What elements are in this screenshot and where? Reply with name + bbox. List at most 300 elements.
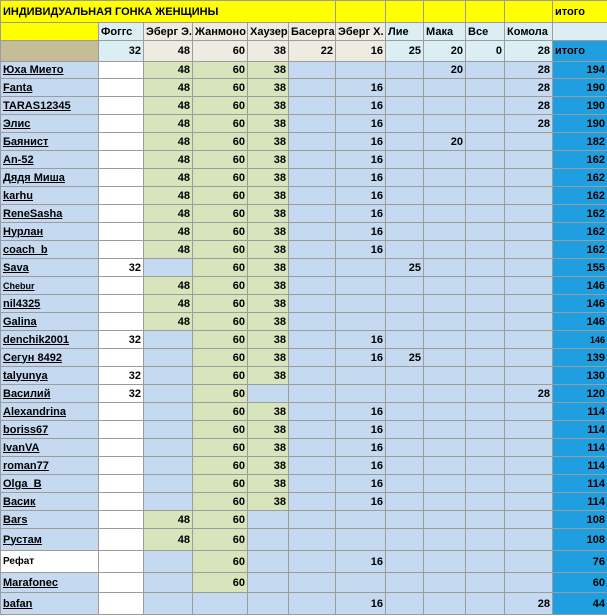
score-cell[interactable] bbox=[466, 79, 505, 97]
participant-name[interactable]: IvanVA bbox=[1, 439, 99, 457]
score-cell[interactable] bbox=[386, 493, 424, 511]
cell[interactable] bbox=[1, 41, 99, 62]
score-cell[interactable] bbox=[424, 241, 466, 259]
score-cell[interactable]: 60 bbox=[193, 223, 248, 241]
score-cell[interactable] bbox=[505, 277, 553, 295]
score-cell[interactable]: 16 bbox=[336, 475, 386, 493]
score-cell[interactable] bbox=[144, 331, 193, 349]
score-cell[interactable] bbox=[466, 205, 505, 223]
score-cell[interactable] bbox=[466, 241, 505, 259]
participant-name[interactable]: Sava bbox=[1, 259, 99, 277]
score-cell[interactable] bbox=[289, 403, 336, 421]
score-cell[interactable] bbox=[289, 573, 336, 593]
score-cell[interactable] bbox=[386, 385, 424, 403]
score-cell[interactable] bbox=[424, 439, 466, 457]
score-cell[interactable] bbox=[336, 385, 386, 403]
score-cell[interactable]: 16 bbox=[336, 593, 386, 615]
score-cell[interactable] bbox=[386, 475, 424, 493]
score-cell[interactable] bbox=[289, 295, 336, 313]
score-cell[interactable]: 60 bbox=[193, 97, 248, 115]
score-cell[interactable] bbox=[144, 457, 193, 475]
score-cell[interactable] bbox=[144, 349, 193, 367]
participant-name[interactable]: Chebur bbox=[1, 277, 99, 295]
score-cell[interactable]: 32 bbox=[99, 385, 144, 403]
score-cell[interactable]: 28 bbox=[505, 115, 553, 133]
total-cell[interactable]: 114 bbox=[553, 493, 607, 511]
participant-name[interactable]: Васик bbox=[1, 493, 99, 511]
score-cell[interactable] bbox=[248, 573, 289, 593]
base-points-cell[interactable]: 0 bbox=[466, 41, 505, 62]
score-cell[interactable] bbox=[466, 349, 505, 367]
score-cell[interactable]: 48 bbox=[144, 151, 193, 169]
score-cell[interactable]: 60 bbox=[193, 313, 248, 331]
score-cell[interactable] bbox=[505, 187, 553, 205]
score-cell[interactable] bbox=[466, 475, 505, 493]
score-cell[interactable] bbox=[289, 439, 336, 457]
score-cell[interactable] bbox=[386, 331, 424, 349]
column-header[interactable]: Эберг Э. bbox=[144, 23, 193, 41]
participant-name[interactable]: boriss67 bbox=[1, 421, 99, 439]
score-cell[interactable] bbox=[424, 403, 466, 421]
score-cell[interactable] bbox=[144, 403, 193, 421]
score-cell[interactable] bbox=[386, 439, 424, 457]
score-cell[interactable] bbox=[424, 151, 466, 169]
score-cell[interactable]: 38 bbox=[248, 151, 289, 169]
score-cell[interactable] bbox=[424, 529, 466, 551]
score-cell[interactable] bbox=[386, 313, 424, 331]
column-header[interactable]: Эберг Х. bbox=[336, 23, 386, 41]
participant-name[interactable]: karhu bbox=[1, 187, 99, 205]
score-cell[interactable] bbox=[386, 421, 424, 439]
score-cell[interactable] bbox=[289, 151, 336, 169]
score-cell[interactable] bbox=[386, 151, 424, 169]
total-cell[interactable]: 146 bbox=[553, 331, 607, 349]
score-cell[interactable] bbox=[424, 277, 466, 295]
score-cell[interactable] bbox=[99, 439, 144, 457]
total-cell[interactable]: 162 bbox=[553, 205, 607, 223]
score-cell[interactable]: 60 bbox=[193, 115, 248, 133]
score-cell[interactable]: 38 bbox=[248, 169, 289, 187]
score-cell[interactable] bbox=[505, 133, 553, 151]
score-cell[interactable] bbox=[99, 593, 144, 615]
score-cell[interactable] bbox=[99, 169, 144, 187]
score-cell[interactable]: 16 bbox=[336, 493, 386, 511]
score-cell[interactable] bbox=[99, 421, 144, 439]
score-cell[interactable] bbox=[424, 421, 466, 439]
score-cell[interactable]: 16 bbox=[336, 223, 386, 241]
score-cell[interactable] bbox=[386, 205, 424, 223]
score-cell[interactable] bbox=[466, 573, 505, 593]
total-cell[interactable]: 162 bbox=[553, 223, 607, 241]
score-cell[interactable]: 38 bbox=[248, 349, 289, 367]
score-cell[interactable]: 16 bbox=[336, 241, 386, 259]
participant-name[interactable]: Сегун 8492 bbox=[1, 349, 99, 367]
score-cell[interactable] bbox=[424, 349, 466, 367]
score-cell[interactable]: 32 bbox=[99, 367, 144, 385]
score-cell[interactable] bbox=[336, 62, 386, 79]
score-cell[interactable]: 16 bbox=[336, 133, 386, 151]
score-cell[interactable] bbox=[144, 259, 193, 277]
score-cell[interactable]: 28 bbox=[505, 79, 553, 97]
score-cell[interactable] bbox=[424, 313, 466, 331]
base-points-cell[interactable]: 20 bbox=[424, 41, 466, 62]
total-cell[interactable]: 146 bbox=[553, 295, 607, 313]
total-cell[interactable]: 146 bbox=[553, 313, 607, 331]
score-cell[interactable]: 48 bbox=[144, 169, 193, 187]
participant-name[interactable]: Баянист bbox=[1, 133, 99, 151]
score-cell[interactable]: 25 bbox=[386, 259, 424, 277]
score-cell[interactable] bbox=[386, 403, 424, 421]
total-cell[interactable]: 76 bbox=[553, 551, 607, 573]
score-cell[interactable] bbox=[289, 79, 336, 97]
score-cell[interactable] bbox=[248, 551, 289, 573]
score-cell[interactable]: 48 bbox=[144, 205, 193, 223]
base-points-cell[interactable]: 16 bbox=[336, 41, 386, 62]
score-cell[interactable] bbox=[386, 169, 424, 187]
score-cell[interactable]: 38 bbox=[248, 241, 289, 259]
base-points-cell[interactable]: 32 bbox=[99, 41, 144, 62]
score-cell[interactable]: 60 bbox=[193, 493, 248, 511]
score-cell[interactable]: 48 bbox=[144, 241, 193, 259]
score-cell[interactable]: 38 bbox=[248, 421, 289, 439]
score-cell[interactable] bbox=[99, 97, 144, 115]
score-cell[interactable]: 60 bbox=[193, 331, 248, 349]
score-cell[interactable] bbox=[424, 259, 466, 277]
score-cell[interactable] bbox=[386, 79, 424, 97]
score-cell[interactable]: 60 bbox=[193, 367, 248, 385]
score-cell[interactable]: 38 bbox=[248, 79, 289, 97]
score-cell[interactable]: 60 bbox=[193, 295, 248, 313]
score-cell[interactable]: 32 bbox=[99, 259, 144, 277]
score-cell[interactable]: 38 bbox=[248, 313, 289, 331]
score-cell[interactable] bbox=[466, 62, 505, 79]
score-cell[interactable] bbox=[386, 97, 424, 115]
column-header[interactable]: Комола bbox=[505, 23, 553, 41]
score-cell[interactable] bbox=[505, 475, 553, 493]
score-cell[interactable]: 48 bbox=[144, 62, 193, 79]
score-cell[interactable] bbox=[144, 385, 193, 403]
score-cell[interactable] bbox=[99, 457, 144, 475]
participant-name[interactable]: Нурлан bbox=[1, 223, 99, 241]
score-cell[interactable]: 60 bbox=[193, 457, 248, 475]
score-cell[interactable] bbox=[144, 551, 193, 573]
score-cell[interactable] bbox=[289, 349, 336, 367]
score-cell[interactable]: 38 bbox=[248, 187, 289, 205]
score-cell[interactable] bbox=[466, 421, 505, 439]
cell[interactable] bbox=[386, 1, 424, 23]
score-cell[interactable] bbox=[99, 511, 144, 529]
score-cell[interactable] bbox=[386, 133, 424, 151]
score-cell[interactable] bbox=[386, 551, 424, 573]
participant-name[interactable]: bafan bbox=[1, 593, 99, 615]
score-cell[interactable] bbox=[466, 259, 505, 277]
participant-name[interactable]: talyunya bbox=[1, 367, 99, 385]
score-cell[interactable] bbox=[386, 223, 424, 241]
score-cell[interactable] bbox=[144, 475, 193, 493]
total-cell[interactable]: 162 bbox=[553, 241, 607, 259]
participant-name[interactable]: TARAS12345 bbox=[1, 97, 99, 115]
score-cell[interactable] bbox=[466, 551, 505, 573]
score-cell[interactable] bbox=[424, 511, 466, 529]
score-cell[interactable]: 16 bbox=[336, 169, 386, 187]
total-cell[interactable]: 190 bbox=[553, 115, 607, 133]
score-cell[interactable]: 28 bbox=[505, 97, 553, 115]
score-cell[interactable] bbox=[336, 529, 386, 551]
score-cell[interactable] bbox=[336, 295, 386, 313]
score-cell[interactable] bbox=[386, 457, 424, 475]
score-cell[interactable] bbox=[466, 367, 505, 385]
total-cell[interactable]: 155 bbox=[553, 259, 607, 277]
score-cell[interactable] bbox=[386, 367, 424, 385]
score-cell[interactable] bbox=[424, 593, 466, 615]
score-cell[interactable] bbox=[248, 529, 289, 551]
score-cell[interactable] bbox=[336, 367, 386, 385]
participant-name[interactable]: Galina bbox=[1, 313, 99, 331]
score-cell[interactable] bbox=[289, 223, 336, 241]
score-cell[interactable] bbox=[289, 475, 336, 493]
score-cell[interactable]: 48 bbox=[144, 187, 193, 205]
score-cell[interactable] bbox=[99, 223, 144, 241]
score-cell[interactable] bbox=[505, 313, 553, 331]
score-cell[interactable] bbox=[289, 205, 336, 223]
score-cell[interactable] bbox=[99, 475, 144, 493]
score-cell[interactable] bbox=[424, 331, 466, 349]
score-cell[interactable]: 16 bbox=[336, 551, 386, 573]
score-cell[interactable]: 16 bbox=[336, 349, 386, 367]
score-cell[interactable] bbox=[289, 493, 336, 511]
column-header[interactable]: Все bbox=[466, 23, 505, 41]
total-cell[interactable]: 120 bbox=[553, 385, 607, 403]
score-cell[interactable]: 60 bbox=[193, 403, 248, 421]
score-cell[interactable]: 60 bbox=[193, 241, 248, 259]
score-cell[interactable] bbox=[505, 169, 553, 187]
score-cell[interactable]: 38 bbox=[248, 493, 289, 511]
total-cell[interactable]: 162 bbox=[553, 151, 607, 169]
score-cell[interactable] bbox=[386, 187, 424, 205]
score-cell[interactable] bbox=[505, 551, 553, 573]
score-cell[interactable] bbox=[466, 223, 505, 241]
total-header[interactable]: итого bbox=[553, 1, 607, 23]
score-cell[interactable]: 16 bbox=[336, 115, 386, 133]
score-cell[interactable] bbox=[289, 115, 336, 133]
score-cell[interactable]: 38 bbox=[248, 115, 289, 133]
score-cell[interactable]: 38 bbox=[248, 367, 289, 385]
score-cell[interactable] bbox=[424, 551, 466, 573]
score-cell[interactable]: 48 bbox=[144, 277, 193, 295]
score-cell[interactable]: 20 bbox=[424, 62, 466, 79]
score-cell[interactable]: 48 bbox=[144, 295, 193, 313]
column-header[interactable]: Лие bbox=[386, 23, 424, 41]
score-cell[interactable] bbox=[505, 205, 553, 223]
score-cell[interactable]: 20 bbox=[424, 133, 466, 151]
score-cell[interactable]: 48 bbox=[144, 223, 193, 241]
score-cell[interactable]: 60 bbox=[193, 475, 248, 493]
score-cell[interactable] bbox=[466, 331, 505, 349]
participant-name[interactable]: Элис bbox=[1, 115, 99, 133]
score-cell[interactable] bbox=[386, 115, 424, 133]
score-cell[interactable] bbox=[466, 133, 505, 151]
total-cell[interactable]: 114 bbox=[553, 421, 607, 439]
column-header[interactable]: Хаузер bbox=[248, 23, 289, 41]
participant-name[interactable]: roman77 bbox=[1, 457, 99, 475]
score-cell[interactable] bbox=[505, 493, 553, 511]
score-cell[interactable] bbox=[466, 457, 505, 475]
score-cell[interactable] bbox=[144, 573, 193, 593]
score-cell[interactable]: 48 bbox=[144, 529, 193, 551]
score-cell[interactable] bbox=[99, 493, 144, 511]
participant-name[interactable]: Юха Мието bbox=[1, 62, 99, 79]
score-cell[interactable] bbox=[289, 62, 336, 79]
score-cell[interactable] bbox=[386, 511, 424, 529]
score-cell[interactable]: 25 bbox=[386, 349, 424, 367]
score-cell[interactable] bbox=[505, 421, 553, 439]
base-points-cell[interactable]: 25 bbox=[386, 41, 424, 62]
score-cell[interactable]: 60 bbox=[193, 133, 248, 151]
score-cell[interactable]: 28 bbox=[505, 385, 553, 403]
score-cell[interactable]: 60 bbox=[193, 62, 248, 79]
score-cell[interactable] bbox=[144, 493, 193, 511]
participant-name[interactable]: An-52 bbox=[1, 151, 99, 169]
score-cell[interactable] bbox=[99, 187, 144, 205]
score-cell[interactable] bbox=[466, 511, 505, 529]
score-cell[interactable] bbox=[289, 313, 336, 331]
score-cell[interactable] bbox=[99, 79, 144, 97]
score-cell[interactable]: 60 bbox=[193, 385, 248, 403]
total-cell[interactable]: 108 bbox=[553, 511, 607, 529]
score-cell[interactable] bbox=[386, 593, 424, 615]
participant-name[interactable]: Fanta bbox=[1, 79, 99, 97]
score-cell[interactable] bbox=[466, 385, 505, 403]
score-cell[interactable]: 16 bbox=[336, 151, 386, 169]
score-cell[interactable]: 38 bbox=[248, 205, 289, 223]
score-cell[interactable] bbox=[336, 313, 386, 331]
score-cell[interactable] bbox=[99, 295, 144, 313]
score-cell[interactable] bbox=[466, 187, 505, 205]
score-cell[interactable] bbox=[386, 241, 424, 259]
base-points-cell[interactable]: 48 bbox=[144, 41, 193, 62]
score-cell[interactable]: 16 bbox=[336, 457, 386, 475]
score-cell[interactable] bbox=[289, 259, 336, 277]
score-cell[interactable] bbox=[505, 529, 553, 551]
score-cell[interactable] bbox=[386, 295, 424, 313]
header-corner-cell[interactable] bbox=[1, 23, 99, 41]
score-cell[interactable] bbox=[99, 151, 144, 169]
score-cell[interactable]: 16 bbox=[336, 421, 386, 439]
score-cell[interactable] bbox=[99, 349, 144, 367]
score-cell[interactable] bbox=[289, 169, 336, 187]
score-cell[interactable] bbox=[505, 349, 553, 367]
total-cell[interactable]: 114 bbox=[553, 439, 607, 457]
score-cell[interactable] bbox=[466, 97, 505, 115]
score-cell[interactable] bbox=[505, 439, 553, 457]
score-cell[interactable]: 16 bbox=[336, 187, 386, 205]
score-cell[interactable] bbox=[99, 133, 144, 151]
score-cell[interactable] bbox=[505, 241, 553, 259]
score-cell[interactable]: 38 bbox=[248, 62, 289, 79]
total-cell[interactable]: 146 bbox=[553, 277, 607, 295]
score-cell[interactable]: 38 bbox=[248, 133, 289, 151]
score-cell[interactable] bbox=[99, 115, 144, 133]
score-cell[interactable] bbox=[248, 593, 289, 615]
cell[interactable] bbox=[466, 1, 505, 23]
score-cell[interactable] bbox=[505, 403, 553, 421]
score-cell[interactable]: 60 bbox=[193, 349, 248, 367]
score-cell[interactable] bbox=[466, 439, 505, 457]
score-cell[interactable] bbox=[424, 385, 466, 403]
score-cell[interactable]: 16 bbox=[336, 331, 386, 349]
score-cell[interactable] bbox=[248, 385, 289, 403]
score-cell[interactable] bbox=[336, 573, 386, 593]
score-cell[interactable]: 16 bbox=[336, 439, 386, 457]
participant-name[interactable]: Alexandrina bbox=[1, 403, 99, 421]
score-cell[interactable]: 60 bbox=[193, 187, 248, 205]
score-cell[interactable] bbox=[289, 277, 336, 295]
total-cell[interactable]: 114 bbox=[553, 403, 607, 421]
score-cell[interactable]: 38 bbox=[248, 295, 289, 313]
score-cell[interactable] bbox=[289, 457, 336, 475]
score-cell[interactable] bbox=[99, 551, 144, 573]
score-cell[interactable]: 48 bbox=[144, 97, 193, 115]
total-cell[interactable]: 162 bbox=[553, 187, 607, 205]
score-cell[interactable]: 60 bbox=[193, 151, 248, 169]
participant-name[interactable]: coach_b bbox=[1, 241, 99, 259]
score-cell[interactable] bbox=[144, 367, 193, 385]
score-cell[interactable] bbox=[336, 259, 386, 277]
score-cell[interactable]: 32 bbox=[99, 331, 144, 349]
score-cell[interactable]: 60 bbox=[193, 551, 248, 573]
score-cell[interactable]: 48 bbox=[144, 115, 193, 133]
column-header[interactable]: Мака bbox=[424, 23, 466, 41]
score-cell[interactable] bbox=[336, 511, 386, 529]
score-cell[interactable] bbox=[466, 277, 505, 295]
score-cell[interactable]: 60 bbox=[193, 529, 248, 551]
score-cell[interactable] bbox=[505, 151, 553, 169]
total-cell[interactable]: 182 bbox=[553, 133, 607, 151]
score-cell[interactable] bbox=[505, 573, 553, 593]
score-cell[interactable] bbox=[424, 573, 466, 593]
total-cell[interactable]: 60 bbox=[553, 573, 607, 593]
score-cell[interactable] bbox=[424, 295, 466, 313]
column-header[interactable]: Фоггс bbox=[99, 23, 144, 41]
participant-name[interactable]: nil4325 bbox=[1, 295, 99, 313]
score-cell[interactable] bbox=[466, 169, 505, 187]
total-cell[interactable]: 130 bbox=[553, 367, 607, 385]
score-cell[interactable] bbox=[424, 367, 466, 385]
score-cell[interactable] bbox=[505, 295, 553, 313]
score-cell[interactable] bbox=[99, 277, 144, 295]
base-points-cell[interactable]: 28 bbox=[505, 41, 553, 62]
score-cell[interactable] bbox=[99, 205, 144, 223]
participant-name[interactable]: Василий bbox=[1, 385, 99, 403]
score-cell[interactable] bbox=[289, 593, 336, 615]
score-cell[interactable]: 48 bbox=[144, 511, 193, 529]
score-cell[interactable]: 60 bbox=[193, 277, 248, 295]
score-cell[interactable] bbox=[386, 62, 424, 79]
score-cell[interactable] bbox=[424, 223, 466, 241]
score-cell[interactable]: 48 bbox=[144, 313, 193, 331]
score-cell[interactable]: 60 bbox=[193, 259, 248, 277]
score-cell[interactable] bbox=[466, 493, 505, 511]
score-cell[interactable] bbox=[99, 313, 144, 331]
score-cell[interactable] bbox=[386, 277, 424, 295]
score-cell[interactable]: 60 bbox=[193, 421, 248, 439]
participant-name[interactable]: ReneSasha bbox=[1, 205, 99, 223]
score-cell[interactable] bbox=[99, 241, 144, 259]
score-cell[interactable] bbox=[99, 62, 144, 79]
score-cell[interactable] bbox=[424, 457, 466, 475]
score-cell[interactable] bbox=[289, 511, 336, 529]
score-cell[interactable]: 48 bbox=[144, 133, 193, 151]
